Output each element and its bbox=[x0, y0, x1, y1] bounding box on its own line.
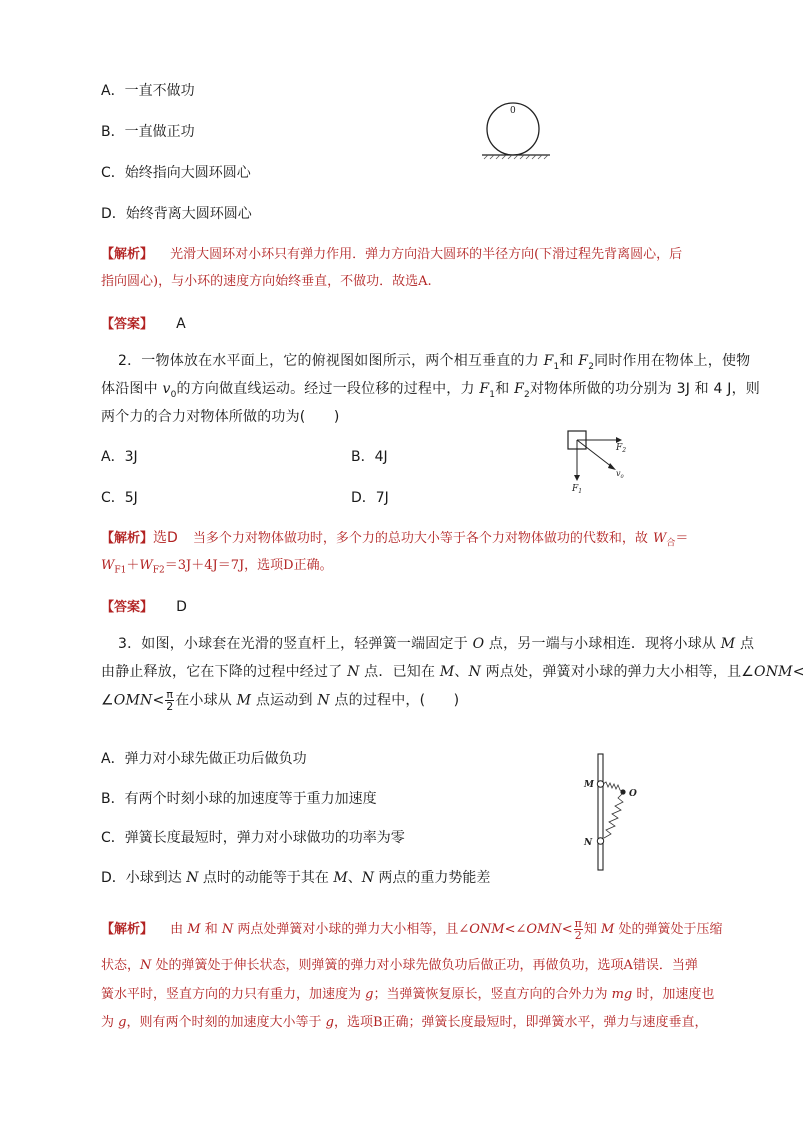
q1-option-d: D．始终背离大圆环圆心 bbox=[101, 206, 252, 222]
ball-m bbox=[597, 781, 603, 787]
q2-option-a: A．3J bbox=[101, 449, 138, 465]
n-label: N bbox=[584, 838, 593, 848]
m-label: M bbox=[584, 780, 594, 790]
q3-analysis-line3: 簧水平时，竖直方向的力只有重力，加速度为 g；当弹簧恢复原长，竖直方向的合外力为 mg 时，加速度也 bbox=[101, 987, 715, 1002]
analysis-tag: 【解析】 bbox=[101, 247, 154, 262]
spring-top bbox=[603, 782, 622, 791]
ball-n bbox=[597, 838, 603, 844]
q3-analysis-line2: 状态，N 处的弹簧处于伸长状态，则弹簧的弹力对小球先做负功后做正功，再做负功，选项A错误．当弹 bbox=[101, 958, 698, 973]
q2-analysis-line2: $W_{F1}+W_{F2}=3J+4J=7J$，选项D正确。 bbox=[101, 558, 333, 576]
q3-analysis-line1: 【解析】 由 M 和 N 两点处弹簧对小球的弹力大小相等，且∠ONM<∠OMN< $\frac{\pi}{2}$ 知 M 处的弹簧处于压缩 bbox=[101, 917, 723, 942]
q3-stem-line2: 由静止释放，它在下降的过程中经过了 N 点．已知在 M、N 两点处，弹簧对小球的弹力大小相等，且∠ONM< bbox=[101, 664, 805, 680]
q2-force-figure bbox=[560, 425, 640, 500]
answer-value: A bbox=[176, 316, 186, 332]
o-label: O bbox=[629, 789, 637, 799]
q2-option-c: C．5J bbox=[101, 490, 138, 506]
answer-tag: 【答案】 bbox=[101, 317, 154, 332]
q1-option-c: C．始终指向大圆环圆心 bbox=[101, 165, 251, 181]
q2-stem-line3: 两个力的合力对物体所做的功为( ) bbox=[101, 409, 340, 425]
q2-option-d: D．7J bbox=[351, 490, 389, 506]
q2-answer bbox=[101, 596, 187, 615]
q1-ring-figure bbox=[478, 100, 554, 162]
q2-stem-line1: 2．一物体放在水平面上，它的俯视图如图所示，两个相互垂直的力 $F_1$和 $F_2$同时作用在物体上，使物 bbox=[118, 353, 751, 372]
v0-label: $v_0$ bbox=[616, 469, 624, 480]
pivot-o bbox=[620, 789, 625, 794]
q2-stem-line2: 体沿图中 $v_0$的方向做直线运动。经过一段位移的过程中，力 $F_1$和 $F_2$对物体所做的功分别为 3J 和 4 J，则 bbox=[101, 381, 761, 400]
f2-label: $F_2$ bbox=[616, 443, 627, 454]
pi-over-2: $\frac{\pi}{2}$ bbox=[166, 688, 174, 713]
small-ring-label: 0 bbox=[510, 106, 516, 116]
spring-bottom bbox=[604, 794, 623, 838]
q1-answer bbox=[101, 313, 186, 332]
q2-analysis-line1: 【解析】选D 当多个力对物体做功时，多个力的总功大小等于各个力对物体做功的代数和，故 $W_合=$ bbox=[101, 530, 689, 549]
q1-option-a: A．一直不做功 bbox=[101, 83, 195, 99]
q3-option-a: A．弹力对小球先做正功后做负功 bbox=[101, 751, 307, 767]
answer-value: D bbox=[176, 599, 187, 615]
analysis-tag: 【解析】 bbox=[101, 531, 154, 546]
q3-rod-spring-figure bbox=[578, 750, 648, 875]
vertical-rod bbox=[598, 754, 603, 870]
f1-label: $F_1$ bbox=[572, 484, 583, 495]
answer-tag: 【答案】 bbox=[101, 600, 154, 615]
q3-option-d: D．小球到达 N 点时的动能等于其在 M、N 两点的重力势能差 bbox=[101, 870, 491, 886]
q3-stem-line3: ∠OMN< $\frac{\pi}{2}$ 在小球从 M 点运动到 N 点的过程中，( ) bbox=[101, 688, 460, 713]
q1-option-b: B．一直做正功 bbox=[101, 124, 195, 140]
v0-arrow bbox=[577, 440, 612, 467]
q3-option-b: B．有两个时刻小球的加速度等于重力加速度 bbox=[101, 791, 377, 807]
q3-analysis-line4: 为 g，则有两个时刻的加速度大小等于 g，选项B正确；弹簧长度最短时，即弹簧水平，弹力与速度垂直， bbox=[101, 1015, 708, 1030]
analysis-tag: 【解析】 bbox=[101, 922, 154, 937]
q3-stem-line1: 3．如图，小球套在光滑的竖直杆上，轻弹簧一端固定于 O 点，另一端与小球相连．现将小球从 M 点 bbox=[118, 636, 755, 652]
q1-analysis-line1: 【解析】 光滑大圆环对小环只有弹力作用．弹力方向沿大圆环的半径方向(下滑过程先背离圆心，后 bbox=[101, 247, 683, 262]
ground-hatch bbox=[484, 155, 548, 159]
q3-option-c: C．弹簧长度最短时，弹力对小球做功的功率为零 bbox=[101, 830, 405, 846]
q1-analysis-line2: 指向圆心)，与小环的速度方向始终垂直，不做功．故选A. bbox=[101, 274, 432, 289]
q2-option-b: B．4J bbox=[351, 449, 388, 465]
